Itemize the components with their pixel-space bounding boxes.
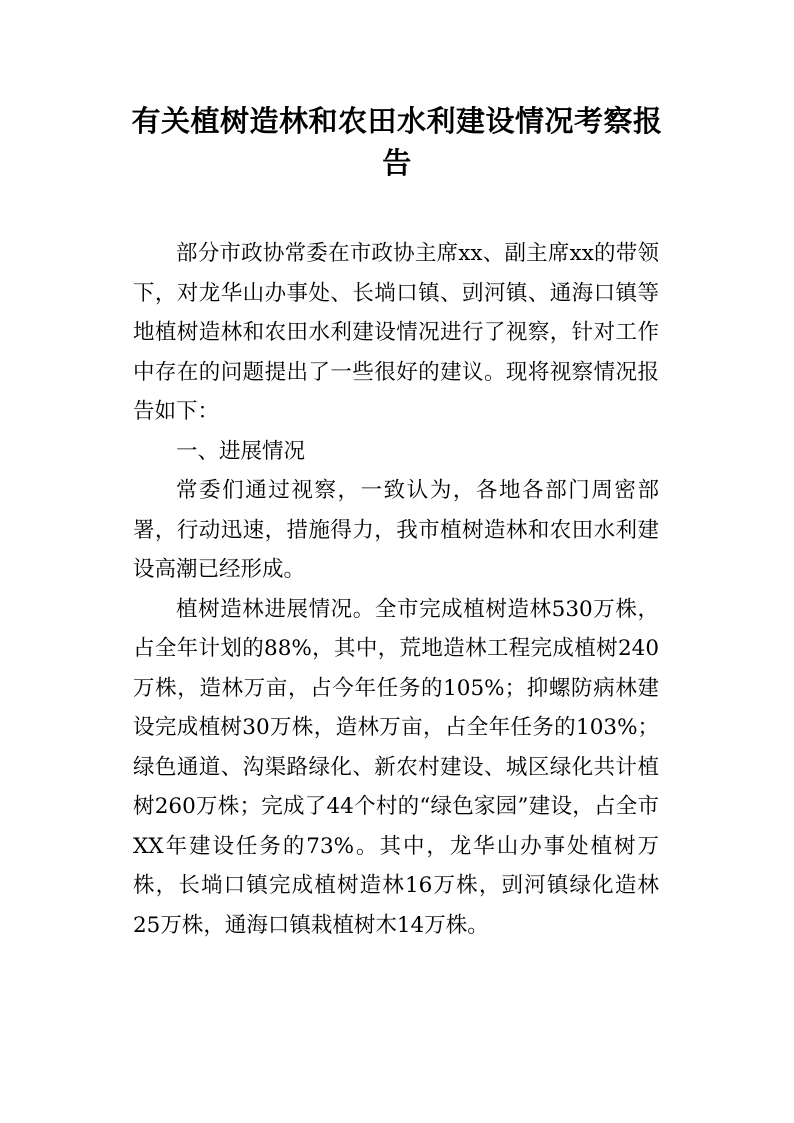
- document-title: 有关植树造林和农田水利建设情况考察报告: [131, 104, 663, 180]
- paragraph-overview: 常委们通过视察，一致认为，各地各部门周密部署，行动迅速，措施得力，我市植树造林和农田水利建设高潮已经形成。: [133, 478, 659, 582]
- section-heading-progress: 一、进展情况: [176, 438, 306, 464]
- paragraph-afforestation-progress: 植树造林进展情况。全市完成植树造林530万株，占全年计划的88%，其中，荒地造林工程完成植树240万株，造林万亩，占今年任务的105%；抑螺防病林建设完成植树30万株，造林万亩，占全年任务的103%；绿色通道、沟渠路绿化、新农村建设、城区绿化共计植树260万株；完成了44个村的“绿色家园”建设，占全市XX年建设任务的73%。其中，龙华山办事处植树万株，长埫口镇完成植树造林16万株，剅河镇绿化造林25万株，通海口镇栽植树木14万株。: [133, 596, 659, 938]
- document-body: [133, 234, 659, 945]
- paragraph-intro: 部分市政协常委在市政协主席xx、副主席xx的带领下，对龙华山办事处、长埫口镇、剅河镇、通海口镇等地植树造林和农田水利建设情况进行了视察，针对工作中存在的问题提出了一些很好的建议。现将视察情况报告如下：: [133, 241, 659, 424]
